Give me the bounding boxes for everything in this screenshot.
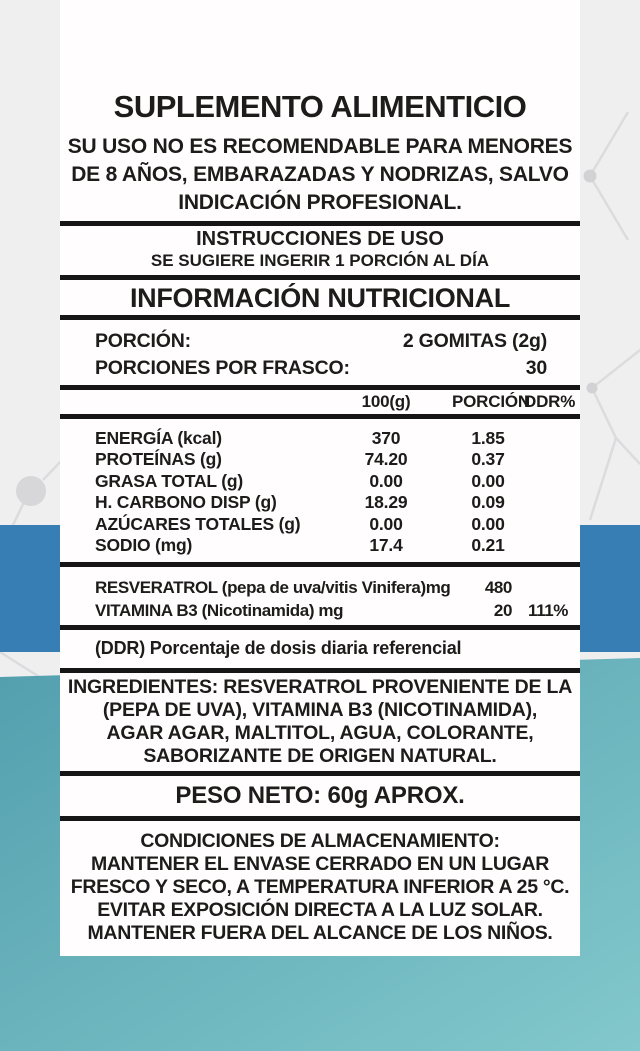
active-name: RESVERATROL (pepa de uva/vitis Vinifera)mg: [95, 578, 451, 598]
divider: [60, 668, 580, 673]
table-row: H. CARBONO DISP (g) 18.29 0.09: [95, 492, 505, 513]
portion-value: 2 GOMITAS (2g): [402, 330, 547, 352]
divider: [60, 625, 580, 630]
nutrient-column-headers: [60, 392, 580, 412]
usage-warning: [60, 133, 580, 217]
ingredients-line: (PEPA DE UVA), VITAMINA B3 (NICOTINAMIDA),: [102, 699, 538, 722]
storage-line: MANTENER EL ENVASE CERRADO EN UN LUGAR: [90, 853, 550, 876]
column-header-ddr: DDR%: [524, 392, 576, 411]
divider: [60, 385, 580, 390]
ingredients-line: INGREDIENTES: RESVERATROL PROVENIENTE DE LA: [67, 676, 573, 699]
table-row: GRASA TOTAL (g) 0.00 0.00: [95, 470, 505, 491]
instructions-heading: INSTRUCCIONES DE USO: [196, 228, 444, 250]
divider: [60, 414, 580, 419]
portion-info: [60, 328, 580, 382]
storage-conditions: [60, 830, 580, 945]
warning-line: INDICACIÓN PROFESIONAL.: [178, 191, 462, 214]
column-header-portion: PORCIÓN: [452, 392, 530, 411]
portion-row: [60, 328, 580, 355]
net-weight: PESO NETO: 60g APROX.: [175, 782, 465, 810]
active-portion-value: 480: [484, 578, 512, 598]
storage-line: MANTENER FUERA DEL ALCANCE DE LOS NIÑOS.: [87, 922, 553, 945]
ingredients-line: AGAR AGAR, MALTITOL, AGUA, COLORANTE,: [106, 722, 534, 745]
active-ddr-value: 111%: [527, 601, 568, 621]
nutrition-heading: INFORMACIÓN NUTRICIONAL: [129, 283, 511, 313]
storage-line: EVITAR EXPOSICIÓN DIRECTA A LA LUZ SOLAR.: [97, 899, 543, 922]
divider: [60, 315, 580, 320]
supplement-facts-card: [60, 0, 580, 956]
ingredients-line: SABORIZANTE DE ORIGEN NATURAL.: [143, 745, 497, 768]
warning-line: DE 8 AÑOS, EMBARAZADAS Y NODRIZAS, SALVO: [71, 163, 569, 186]
servings-value: 30: [525, 357, 547, 379]
ingredients-paragraph: [60, 676, 580, 768]
page-title: SUPLEMENTO ALIMENTICIO: [113, 89, 527, 124]
table-row: PROTEÍNAS (g) 74.20 0.37: [95, 449, 505, 470]
column-header-per100: 100(g): [361, 392, 411, 411]
divider: [60, 275, 580, 280]
storage-line: CONDICIONES DE ALMACENAMIENTO:: [140, 830, 500, 853]
table-row: AZÚCARES TOTALES (g) 0.00 0.00: [95, 513, 505, 534]
instructions-text: SE SUGIERE INGERIR 1 PORCIÓN AL DÍA: [150, 251, 490, 270]
divider: [60, 816, 580, 821]
divider: [60, 562, 580, 567]
nutrient-table: [60, 428, 580, 556]
servings-label: PORCIONES POR FRASCO:: [95, 357, 350, 379]
table-row: [60, 599, 580, 622]
portion-label: PORCIÓN:: [95, 330, 191, 352]
divider: [60, 221, 580, 226]
warning-line: SU USO NO ES RECOMENDABLE PARA MENORES: [67, 135, 573, 158]
storage-line: FRESCO Y SECO, A TEMPERATURA INFERIOR A 25 °C.: [70, 876, 570, 899]
divider: [60, 771, 580, 776]
active-portion-value: 20: [493, 601, 512, 621]
active-ingredients-table: [60, 576, 580, 622]
table-row: [60, 576, 580, 599]
table-row: ENERGÍA (kcal) 370 1.85: [95, 428, 505, 448]
servings-row: [60, 355, 580, 382]
table-row: SODIO (mg) 17.4 0.21: [95, 535, 505, 556]
active-name: VITAMINA B3 (Nicotinamida) mg: [95, 601, 344, 621]
ddr-footnote: (DDR) Porcentaje de dosis diaria referencial: [95, 638, 462, 659]
